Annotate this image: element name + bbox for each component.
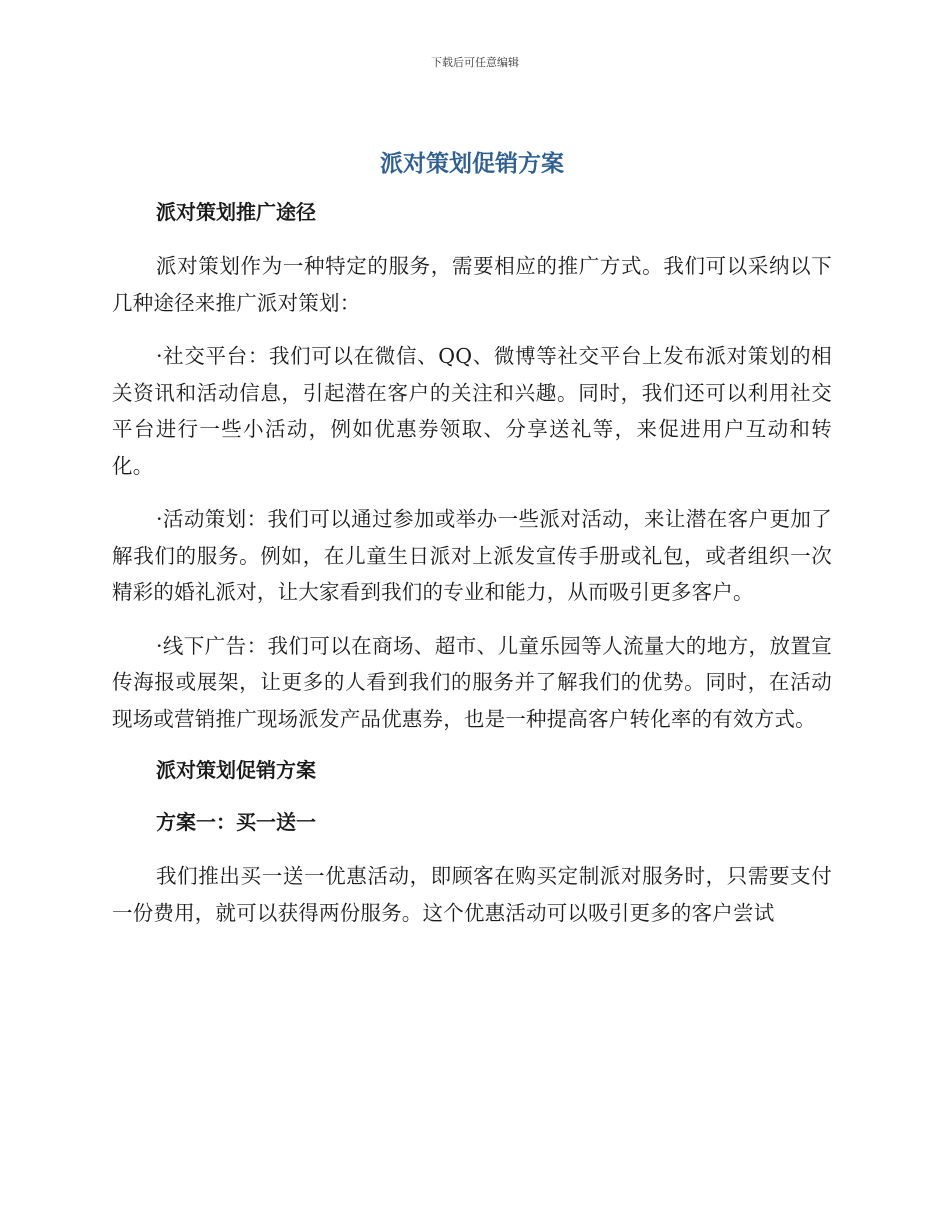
bullet-event-planning: ·活动策划：我们可以通过参加或举办一些派对活动，来让潜在客户更加了解我们的服务。例如，在儿童生日派对上派发宣传手册或礼包，或者组织一次精彩的婚礼派对，让大家看到我们的专业和能力，从而吸引更多客户。	[112, 507, 832, 604]
plan-one-heading: 方案一：买一送一	[156, 810, 316, 834]
header-note: 下载后可任意编辑	[431, 56, 519, 69]
section-heading-promotion-channels: 派对策划推广途径	[156, 200, 316, 224]
intro-paragraph: 派对策划作为一种特定的服务，需要相应的推广方式。我们可以采纳以下几种途径来推广派对策划：	[112, 254, 832, 315]
bullet-social-platforms: ·社交平台：我们可以在微信、QQ、微博等社交平台上发布派对策划的相关资讯和活动信息，引起潜在客户的关注和兴趣。同时，我们还可以利用社交平台进行一些小活动，例如优惠券领取、分享送礼等，来促进用户互动和转化。	[112, 344, 832, 478]
bullet-offline-ads: ·线下广告：我们可以在商场、超市、儿童乐园等人流量大的地方，放置宣传海报或展架，让更多的人看到我们的服务并了解我们的优势。同时，在活动现场或营销推广现场派发产品优惠券，也是一种提高客户转化率的有效方式。	[112, 633, 832, 731]
document-body	[112, 146, 832, 948]
document-title: 派对策划促销方案	[380, 151, 564, 177]
plan-one-paragraph: 我们推出买一送一优惠活动，即顾客在购买定制派对服务时，只需要支付一份费用，就可以获得两份服务。这个优惠活动可以吸引更多的客户尝试	[112, 864, 832, 925]
section-heading-promotion-plans: 派对策划促销方案	[156, 758, 316, 782]
